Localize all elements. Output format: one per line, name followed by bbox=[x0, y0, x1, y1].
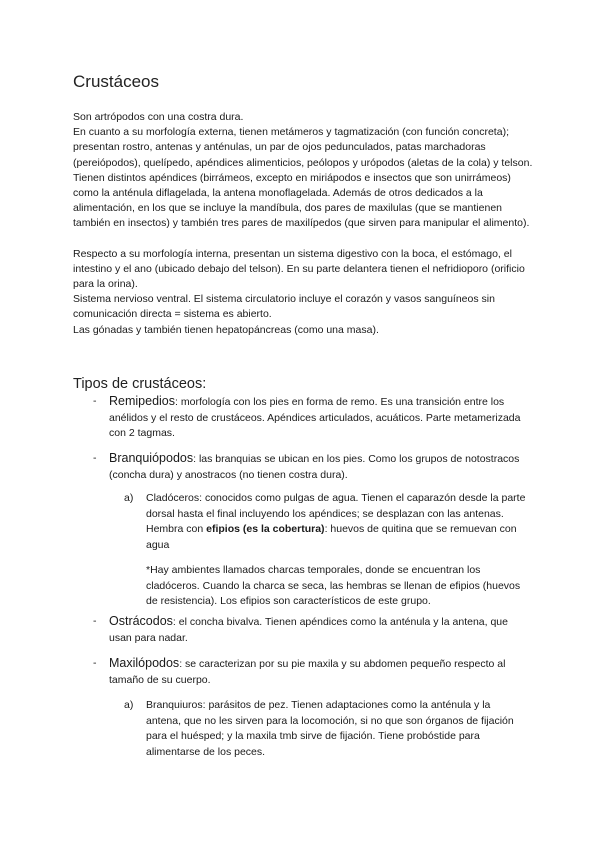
subitem-text: Branquiuros: parásitos de pez. Tienen adaptaciones como la anténula y la antena, que no les sirven para la locomoción, si no que son órganos de fijación para el huésped; y la maxila tmb sirve de fijación. Tiene probóstide para alimentarse de los peces. bbox=[146, 699, 514, 758]
term-remipedios: Remipedios bbox=[109, 394, 176, 408]
intro-section bbox=[73, 110, 535, 338]
subitem-letter: a) bbox=[124, 699, 134, 711]
intro-paragraph-5: Sistema nervioso ventral. El sistema circulatorio incluye el corazón y vasos sanguíneos sin comunicación directa = sistema es abierto. bbox=[73, 293, 495, 321]
intro-paragraph-2: En cuanto a su morfología externa, tienen metámeros y tagmatización (con función concreta); presentan rostro, antenas y anténulas, un par de ojos pedunculados, patas marchadoras (pereiópodos), quelípedo, apéndices alimenticios, peólopos y urópodos (aletas de la cola) y telson. bbox=[73, 126, 533, 169]
intro-paragraph-1: Son artrópodos con una costra dura. bbox=[73, 111, 244, 123]
term-branquiopodos: Branquiópodos bbox=[109, 451, 194, 465]
subitem-text-b: : huevos de quitina que se remuevan con agua bbox=[146, 523, 517, 551]
list-item-ostracodos bbox=[93, 614, 533, 646]
subitem-text-a: Cladóceros: conocidos como pulgas de agua. Tienen el caparazón desde la parte dorsal hasta el final incluyendo los apéndices; se desplazan con las antenas. Hembra con bbox=[146, 492, 526, 535]
list-dash: - bbox=[93, 657, 97, 669]
list-dash: - bbox=[93, 452, 97, 464]
list-item-maxilopodos bbox=[93, 656, 533, 688]
term-separator: : bbox=[172, 616, 176, 628]
term-ostracodos: Ostrácodos bbox=[109, 614, 173, 628]
item-text: las branquias se ubican en los pies. Como los grupos de notostracos (concha dura) y anostracos (no tienen costra dura). bbox=[109, 453, 520, 481]
item-text: morfología con los pies en forma de remo. Es una transición entre los anélidos y el resto de crustáceos. Apéndices articulados, acuáticos. Parte metamerizada con 2 tagmas. bbox=[109, 396, 521, 439]
subitem-letter: a) bbox=[124, 492, 134, 504]
intro-paragraph-6: Las gónadas y también tienen hepatopáncreas (como una masa). bbox=[73, 323, 379, 336]
list-item-branquiopodos bbox=[93, 451, 533, 483]
item-text: el concha bivalva. Tienen apéndices como la anténula y la antena, que usan para nadar. bbox=[109, 616, 508, 644]
subitem-cladoceros bbox=[124, 491, 526, 610]
subitem-note: *Hay ambientes llamados charcas temporales, donde se encuentran los cladóceros. Cuando la charca se seca, las hembras se llenan de efipios (huevos de resistencia). Los efipios son característicos de este grupo. bbox=[146, 564, 521, 607]
item-text: se caracterizan por su pie maxila y su abdomen pequeño respecto al tamaño de su cuerpo. bbox=[109, 658, 506, 686]
page-title: Crustáceos bbox=[73, 72, 159, 91]
list-dash: - bbox=[93, 615, 97, 627]
intro-paragraph-3: Tienen distintos apéndices (birrámeos, excepto en miriápodos e insectos que son unirrámeos) como la anténula diflagelada, la antena monoflagelada. Además de otros dedicados a la alimentación, en los que se incluye la mandíbula, dos pares de maxilulas (que se mantienen también en insectos) y también tres pares de maxilípedos (que sirven para manipular el alimento). bbox=[73, 171, 530, 230]
term-maxilopodos: Maxilópodos bbox=[109, 656, 180, 670]
list-item-remipedios bbox=[93, 394, 533, 442]
list-dash: - bbox=[93, 395, 97, 407]
term-separator: : bbox=[193, 453, 197, 465]
subitem-branquiuros bbox=[124, 698, 526, 760]
intro-paragraph-4: Respecto a su morfología interna, presentan un sistema digestivo con la boca, el estómago, el intestino y el ano (ubicado debajo del telson). En su parte delantera tienen el nefridioporo (orificio para la orina). bbox=[73, 247, 525, 291]
subitem-text bbox=[146, 491, 526, 553]
subitem-bold-text: efipios (es la cobertura) bbox=[206, 523, 325, 535]
section-title: Tipos de crustáceos: bbox=[73, 376, 207, 392]
term-separator: : bbox=[179, 658, 183, 670]
term-separator: : bbox=[175, 396, 178, 408]
